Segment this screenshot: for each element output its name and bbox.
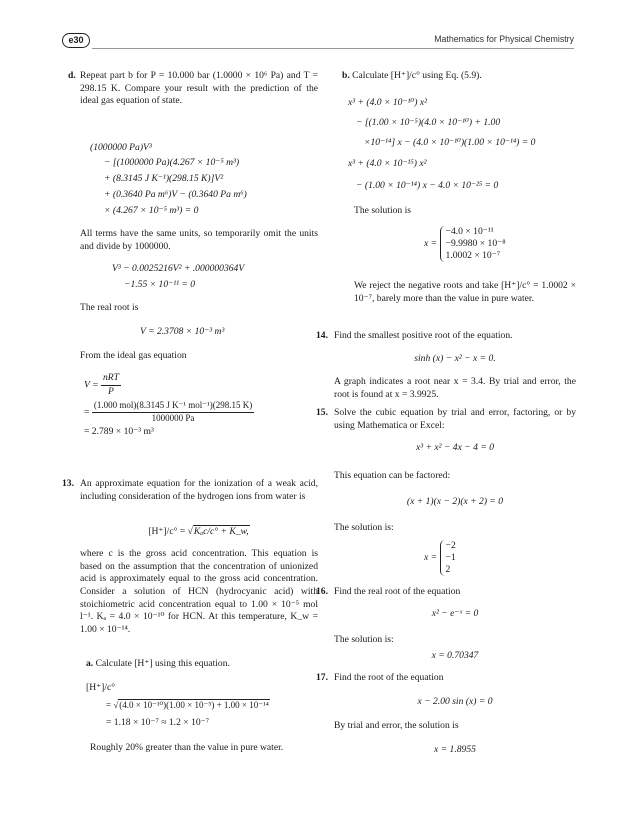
b-text-conclusion: We reject the negative roots and take [H⁺]/c° = 1.0002 × 10⁻⁷, barely more than the value in pure water. [354,280,576,304]
eq-a-1: [H⁺]/c° [86,682,116,693]
header-rule [92,48,574,49]
p15-solution-lhs: x = [424,552,438,564]
part-a-label: a. [86,658,94,669]
p15-solution-root-2: −1 [445,552,456,563]
eq-d-10-num: (1.000 mol)(8.3145 J K⁻¹ mol⁻¹)(298.15 K) [92,400,254,413]
eq-13-radicand: Kₐc/c° + K_w, [193,526,249,537]
eq-b-5: − (1.00 × 10⁻¹⁴) x − 4.0 × 10⁻²⁵ = 0 [356,180,499,191]
eq-b-4: x³ + (4.0 × 10⁻¹⁵) x² [348,158,427,169]
part-d-label: d. [68,70,76,81]
problem-15-number: 15. [316,407,328,418]
eq-17-solution: x = 1.8955 [434,744,476,755]
problem-17-text: Find the root of the equation [334,672,444,683]
eq-d-9-lhs: V = [84,379,99,391]
problem-13-text: An approximate equation for the ionization of a weak acid, including consideration of the hydrogen ions from water is [80,478,318,502]
part-d [68,70,318,108]
problem-16 [316,586,576,599]
eq-d-9-den: P [108,385,114,397]
problem-14-number: 14. [316,330,328,341]
problem-15 [316,407,576,432]
eq-a-2: = √(4.0 × 10⁻¹⁰)(1.00 × 10⁻⁵) + 1.00 × 10⁻¹⁴ [106,700,269,710]
problem-17-number: 17. [316,672,328,683]
b-solution-root-3: 1.0002 × 10⁻⁷ [445,250,501,261]
d-text-ideal-gas: From the ideal gas equation [80,350,187,361]
eq-d-5: × (4.267 × 10⁻⁵ m³) = 0 [104,205,199,216]
b-solution-lhs: x = [424,238,438,250]
eq-d-10: = $\frac{\text{(1.000 mol)(8.3145 J K⁻¹ mol⁻¹)(298.15 K)}}{1000000 Pa}$ [84,400,253,423]
problem-15-solution-text: The solution is: [334,522,394,533]
part-b-text: Calculate [H⁺]/c° using Eq. (5.9). [352,70,482,81]
eq-d-7: −1.55 × 10⁻¹¹ = 0 [124,279,196,290]
eq-d-10-frac [92,400,254,425]
eq-d-9-num: nRT [101,372,121,386]
eq-b-2: − [(1.00 × 10⁻⁵)(4.0 × 10⁻¹⁰) + 1.00 [356,117,501,128]
b-solution-brace [440,226,506,262]
part-a-conclusion: Roughly 20% greater than the value in pure water. [90,742,284,753]
problem-13 [62,478,318,503]
problem-14 [316,330,576,343]
problem-16-text: Find the real root of the equation [334,586,461,597]
part-b-label: b. [342,70,350,81]
eq-d-1: (1000000 Pa)V³ [90,142,152,153]
eq-d-6: V³ − 0.0025216V² + .000000364V [112,263,245,274]
eq-13-lhs: [H⁺]/c° = [148,526,186,537]
page-header [62,32,574,50]
b-solution-root-2: −9.9980 × 10⁻⁸ [445,238,506,249]
eq-d-4: + (0.3640 Pa m⁶)V − (0.3640 Pa m⁶) [104,189,247,200]
eq-d-9 [84,372,322,398]
b-solution-root-1: −4.0 × 10⁻¹¹ [445,226,494,237]
problem-15-factor-text: This equation can be factored: [334,470,451,481]
part-b [342,70,584,83]
problem-17-solution-text: By trial and error, the solution is [334,720,459,731]
problem-13-description: where c is the gross acid concentration. This equation is based on the assumption that the concentration of unionized acid is approximately equal to the gross acid concentration. Consider a solution of HCN (hydrocyanic acid) with stoichiometric acid concentration equal to 1.00 × 10⁻⁵ mol l⁻¹. Kₐ = 4.0 × 10⁻¹⁰ for HCN. At this temperature, K_w = 1.00 × 10⁻¹⁴. [80,548,318,635]
problem-15-text: Solve the cubic equation by trial and error, factoring, or by using Mathematica or Excel: [334,407,576,431]
eq-b-3: ×10⁻¹⁴] x − (4.0 × 10⁻¹⁰)(1.00 × 10⁻¹⁴) = 0 [364,137,536,148]
eq-d-3: + (8.3145 J K⁻¹)(298.15 K)]V² [104,173,224,184]
eq-d-10-den: 1000000 Pa [151,412,195,423]
page-number-badge: e30 [62,33,90,48]
problem-13-number: 13. [62,478,74,489]
problem-14-text: Find the smallest positive root of the equation. [334,330,513,341]
eq-15-factored: (x + 1)(x − 2)(x + 2) = 0 [406,496,504,507]
eq-d-2: − [(1000000 Pa)(4.267 × 10⁻⁵ m³) [104,157,240,168]
eq-a-3: = 1.18 × 10⁻⁷ ≈ 1.2 × 10⁻⁷ [106,717,210,728]
d-text-units: All terms have the same units, so temporarily omit the units and divide by 1000000. [80,228,318,252]
b-solution [424,226,638,262]
eq-17: x − 2.00 sin (x) = 0 [417,696,493,707]
p15-solution-root-1: −2 [445,540,456,551]
eq-b-1: x³ + (4.0 × 10⁻¹⁰) x² [348,97,427,108]
part-a [86,658,324,671]
eq-d-11: = 2.789 × 10⁻³ m³ [84,426,154,437]
eq-16-solution: x = 0.70347 [431,650,479,661]
part-d-text: Repeat part b for P = 10.000 bar (1.0000 × 10⁶ Pa) and T = 298.15 K. Compare your result with the prediction of the ideal gas equation of state. [80,70,318,107]
eq-a-2-radicand: (4.0 × 10⁻¹⁰)(1.00 × 10⁻⁵) + 1.00 × 10⁻¹⁴ [119,700,269,710]
eq-d-8: V = 2.3708 × 10⁻³ m³ [140,326,225,337]
b-text-solution: The solution is [354,205,412,216]
eq-d-9-frac [101,372,121,398]
eq-13: [H⁺]/c° = √Kₐc/c° + K_w, [148,526,249,537]
problem-16-number: 16. [316,586,328,597]
p15-solution-brace [440,540,456,576]
running-title: Mathematics for Physical Chemistry [434,34,574,44]
eq-15: x³ + x² − 4x − 4 = 0 [415,442,494,453]
problem-17 [316,672,576,685]
p15-solution [424,540,638,576]
eq-16: x² − e⁻ˣ = 0 [431,608,479,619]
problem-14-solution: A graph indicates a root near x = 3.4. By trial and error, the root is found at x = 3.9925. [334,376,576,400]
d-text-real-root: The real root is [80,302,139,313]
eq-14: sinh (x) − x² − x = 0. [414,353,496,364]
problem-16-solution-text: The solution is: [334,634,394,645]
part-a-text: Calculate [H⁺] using this equation. [95,658,230,669]
p15-solution-root-3: 2 [445,564,451,575]
